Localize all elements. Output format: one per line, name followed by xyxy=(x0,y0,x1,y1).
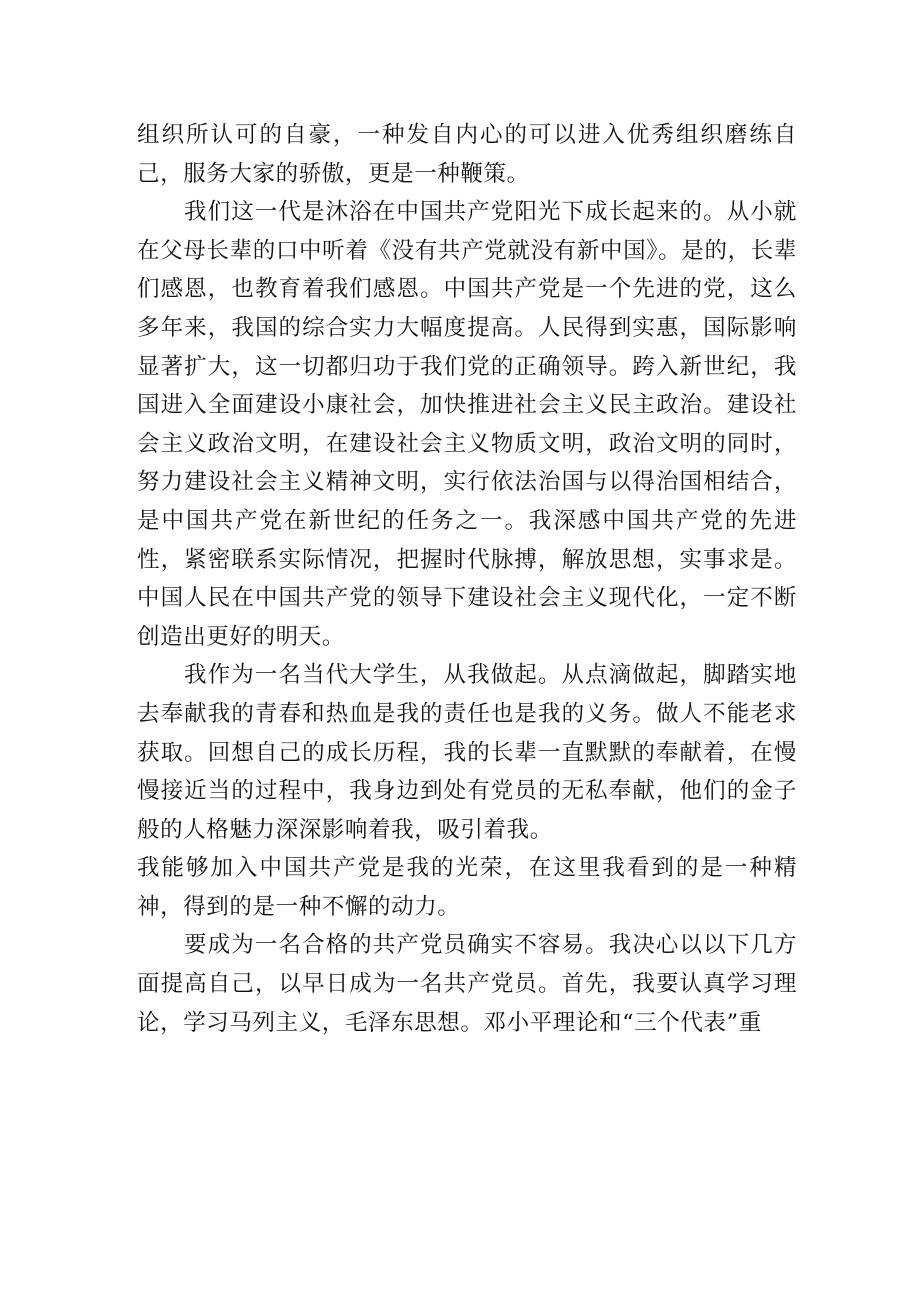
paragraph-3: 我作为一名当代大学生，从我做起。从点滴做起，脚踏实地去奉献我的青春和热血是我的责任也是我的义务。做人不能老求获取。回想自己的成长历程，我的长辈一直默默的奉献着，在慢慢接近当的过程中，我身边到处有党员的无私奉献，他们的金子般的人格魅力深深影响着我，吸引着我。 xyxy=(137,662,797,843)
paragraph-2: 我们这一代是沐浴在中国共产党阳光下成长起来的。从小就在父母长辈的口中听着《没有共产党就没有新中国》。是的，长辈们感恩，也教育着我们感恩。中国共产党是一个先进的党，这么多年来，我国的综合实力大幅度提高。人民得到实惠，国际影响显著扩大，这一切都归功于我们党的正确领导。跨入新世纪，我国进入全面建设小康社会，加快推进社会主义民主政治。建设社会主义政治文明，在建设社会主义物质文明，政治文明的同时，努力建设社会主义精神文明，实行依法治国与以得治国相结合，是中国共产党在新世纪的任务之一。我深感中国共产党的先进性，紧密联系实际情况，把握时代脉搏，解放思想，实事求是。中国人民在中国共产党的领导下建设社会主义现代化，一定不断创造出更好的明天。 xyxy=(137,199,797,650)
paragraph-1: 组织所认可的自豪，一种发自内心的可以进入优秀组织磨练自己，服务大家的骄傲，更是一种鞭策。 xyxy=(137,122,797,187)
document-body xyxy=(137,116,797,1042)
paragraph-5: 要成为一名合格的共产党员确实不容易。我决心以以下几方面提高自己，以早日成为一名共产党员。首先，我要认真学习理论，学习马列主义，毛泽东思想。邓小平理论和“三个代表”重 xyxy=(137,932,797,1036)
paragraph-4: 我能够加入中国共产党是我的光荣，在这里我看到的是一种精神，得到的是一种不懈的动力。 xyxy=(137,855,797,920)
